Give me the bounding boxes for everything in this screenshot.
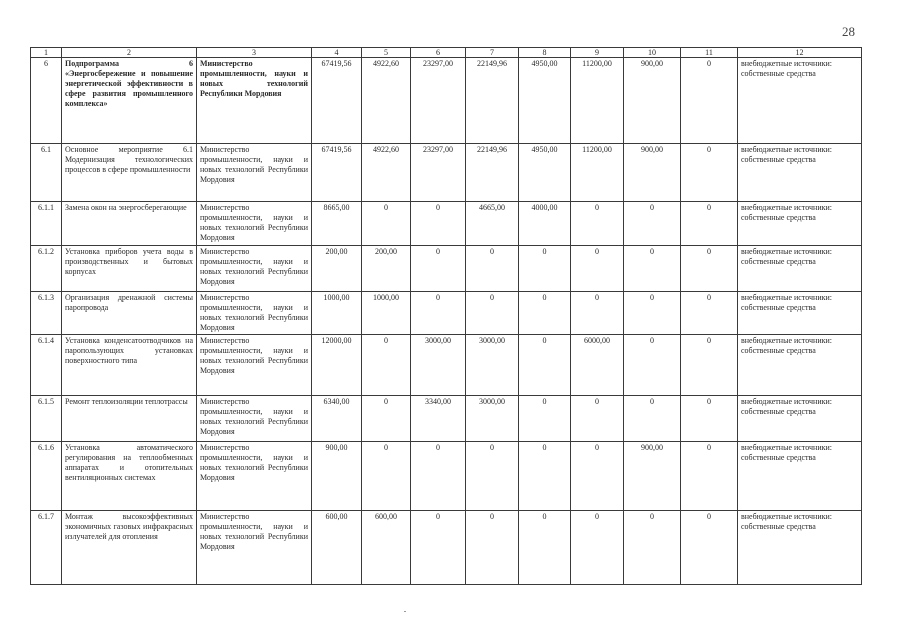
- activity-name: Организация дренажной системы паропровода: [62, 291, 197, 335]
- responsible-ministry: Министерство промышленности, науки и новых технологий Республики Мордовия: [197, 335, 312, 396]
- row-number: 6.1: [31, 143, 62, 201]
- header-cell: 4: [312, 48, 362, 58]
- responsible-ministry: Министерство промышленности, науки и новых технологий Республики Мордовия: [197, 510, 312, 584]
- row-number: 6.1.4: [31, 335, 62, 396]
- funding-value: 200,00: [312, 245, 362, 291]
- funding-value: 4000,00: [519, 201, 571, 245]
- funding-value: 0: [466, 510, 519, 584]
- header-cell: 9: [571, 48, 624, 58]
- funding-value: 0: [571, 396, 624, 442]
- funding-value: 200,00: [362, 245, 411, 291]
- funding-value: 900,00: [624, 58, 681, 144]
- funding-value: 0: [362, 396, 411, 442]
- responsible-ministry: Министерство промышленности, науки и новых технологий Республики Мордовия: [197, 201, 312, 245]
- responsible-ministry: Министерство промышленности, науки и новых технологий Республики Мордовия: [197, 143, 312, 201]
- header-row: [31, 48, 862, 58]
- funding-value: 0: [466, 245, 519, 291]
- funding-value: 4922,60: [362, 58, 411, 144]
- funding-value: 0: [571, 510, 624, 584]
- funding-source: внебюджетные источники: собственные средства: [738, 510, 862, 584]
- header-cell: 5: [362, 48, 411, 58]
- funding-value: 600,00: [362, 510, 411, 584]
- funding-source: внебюджетные источники: собственные средства: [738, 58, 862, 144]
- responsible-ministry: Министерство промышленности, науки и новых технологий Республики Мордовия: [197, 291, 312, 335]
- row-number: 6.1.3: [31, 291, 62, 335]
- page-number: 28: [842, 24, 855, 39]
- funding-value: 0: [681, 442, 738, 510]
- funding-value: 0: [411, 201, 466, 245]
- funding-value: 0: [411, 291, 466, 335]
- funding-value: 1000,00: [312, 291, 362, 335]
- funding-value: 0: [624, 510, 681, 584]
- funding-source: внебюджетные источники: собственные средства: [738, 396, 862, 442]
- funding-value: 0: [362, 335, 411, 396]
- funding-value: 0: [681, 201, 738, 245]
- header-cell: 11: [681, 48, 738, 58]
- funding-value: 67419,56: [312, 143, 362, 201]
- funding-value: 0: [519, 245, 571, 291]
- table-row: [31, 335, 862, 396]
- funding-value: 11200,00: [571, 58, 624, 144]
- funding-value: 8665,00: [312, 201, 362, 245]
- table-row: [31, 442, 862, 510]
- funding-value: 23297,00: [411, 58, 466, 144]
- table-row: [31, 58, 862, 144]
- funding-value: 0: [681, 245, 738, 291]
- header-cell: 6: [411, 48, 466, 58]
- row-number: 6.1.7: [31, 510, 62, 584]
- funding-value: 0: [571, 442, 624, 510]
- funding-value: 0: [519, 442, 571, 510]
- funding-source: внебюджетные источники: собственные средства: [738, 291, 862, 335]
- funding-value: 0: [411, 442, 466, 510]
- activity-name: Установка приборов учета воды в производственных и бытовых корпусах: [62, 245, 197, 291]
- funding-value: 0: [571, 245, 624, 291]
- funding-value: 900,00: [312, 442, 362, 510]
- table-row: [31, 143, 862, 201]
- table-row: [31, 396, 862, 442]
- funding-source: внебюджетные источники: собственные средства: [738, 442, 862, 510]
- funding-value: 67419,56: [312, 58, 362, 144]
- funding-value: 22149,96: [466, 58, 519, 144]
- table-row: [31, 201, 862, 245]
- funding-value: 0: [466, 442, 519, 510]
- funding-value: 3000,00: [411, 335, 466, 396]
- activity-name: Монтаж высокоэффективных экономичных газовых инфракрасных излучателей для отопления: [62, 510, 197, 584]
- funding-value: 900,00: [624, 143, 681, 201]
- funding-value: 0: [571, 291, 624, 335]
- funding-value: 0: [624, 396, 681, 442]
- funding-value: 0: [681, 291, 738, 335]
- header-cell: 10: [624, 48, 681, 58]
- responsible-ministry: Министерство промышленности, науки и новых технологий Республики Мордовия: [197, 442, 312, 510]
- activity-name: Ремонт теплоизоляции теплотрассы: [62, 396, 197, 442]
- budget-table: [30, 47, 862, 585]
- funding-value: 0: [624, 245, 681, 291]
- table-row: [31, 291, 862, 335]
- funding-source: внебюджетные источники: собственные средства: [738, 143, 862, 201]
- activity-name: Замена окон на энергосберегающие: [62, 201, 197, 245]
- funding-value: 6340,00: [312, 396, 362, 442]
- funding-value: 6000,00: [571, 335, 624, 396]
- row-number: 6.1.6: [31, 442, 62, 510]
- funding-value: 22149,96: [466, 143, 519, 201]
- funding-value: 4922,60: [362, 143, 411, 201]
- header-cell: 2: [62, 48, 197, 58]
- funding-value: 0: [519, 335, 571, 396]
- funding-value: 1000,00: [362, 291, 411, 335]
- funding-value: 4665,00: [466, 201, 519, 245]
- funding-value: 0: [362, 201, 411, 245]
- funding-value: 0: [681, 335, 738, 396]
- funding-value: 11200,00: [571, 143, 624, 201]
- funding-value: 0: [519, 291, 571, 335]
- header-cell: 12: [738, 48, 862, 58]
- funding-value: 0: [571, 201, 624, 245]
- header-cell: 7: [466, 48, 519, 58]
- activity-name: Установка конденсатоотводчиков на паропользующих установках поверхностного типа: [62, 335, 197, 396]
- header-cell: 1: [31, 48, 62, 58]
- funding-source: внебюджетные источники: собственные средства: [738, 335, 862, 396]
- scan-dot: [404, 611, 406, 612]
- funding-value: 23297,00: [411, 143, 466, 201]
- row-number: 6.1.1: [31, 201, 62, 245]
- funding-source: внебюджетные источники: собственные средства: [738, 201, 862, 245]
- header-cell: 8: [519, 48, 571, 58]
- funding-value: 0: [411, 510, 466, 584]
- funding-value: 0: [681, 143, 738, 201]
- funding-value: 12000,00: [312, 335, 362, 396]
- funding-value: 0: [362, 442, 411, 510]
- table-row: [31, 510, 862, 584]
- responsible-ministry: Министерство промышленности, науки и новых технологий Республики Мордовия: [197, 58, 312, 144]
- header-cell: 3: [197, 48, 312, 58]
- funding-value: 0: [624, 335, 681, 396]
- funding-value: 900,00: [624, 442, 681, 510]
- funding-value: 0: [519, 510, 571, 584]
- row-number: 6.1.5: [31, 396, 62, 442]
- funding-value: 0: [681, 396, 738, 442]
- funding-value: 4950,00: [519, 58, 571, 144]
- funding-value: 0: [681, 510, 738, 584]
- funding-value: 3340,00: [411, 396, 466, 442]
- table-row: [31, 245, 862, 291]
- funding-value: 600,00: [312, 510, 362, 584]
- funding-value: 3000,00: [466, 335, 519, 396]
- responsible-ministry: Министерство промышленности, науки и новых технологий Республики Мордовия: [197, 396, 312, 442]
- funding-value: 0: [519, 396, 571, 442]
- funding-value: 0: [624, 201, 681, 245]
- row-number: 6: [31, 58, 62, 144]
- activity-name: Основное мероприятие 6.1 Модернизация технологических процессов в сфере промышленности: [62, 143, 197, 201]
- funding-value: 0: [681, 58, 738, 144]
- funding-value: 0: [411, 245, 466, 291]
- activity-name: Подпрограмма 6 «Энергосбережение и повышение энергетической эффективности в сфере развития промышленного комплекса»: [62, 58, 197, 144]
- funding-value: 0: [466, 291, 519, 335]
- funding-value: 3000,00: [466, 396, 519, 442]
- funding-source: внебюджетные источники: собственные средства: [738, 245, 862, 291]
- activity-name: Установка автоматического регулирования на теплообменных аппаратах и отопительных вентиляционных системах: [62, 442, 197, 510]
- row-number: 6.1.2: [31, 245, 62, 291]
- funding-value: 4950,00: [519, 143, 571, 201]
- funding-value: 0: [624, 291, 681, 335]
- responsible-ministry: Министерство промышленности, науки и новых технологий Республики Мордовия: [197, 245, 312, 291]
